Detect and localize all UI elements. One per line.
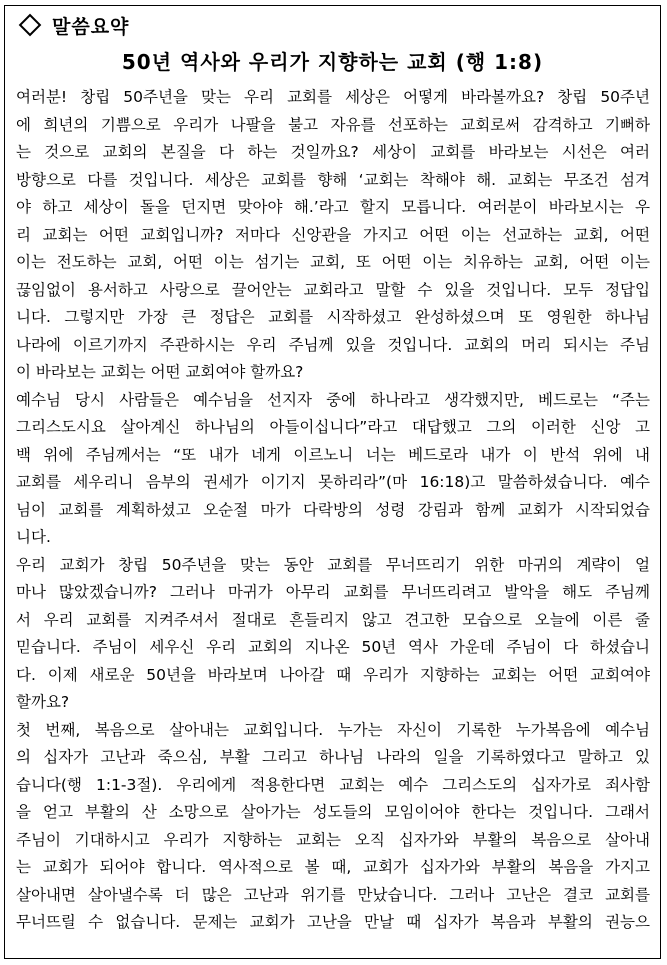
text-line: 야 하고 세상이 돌을 던지면 맞아야 해.’라고 할지 모릅니다. 여러분이 바라보시는 우 bbox=[16, 198, 650, 216]
text-line: 니다. bbox=[16, 528, 51, 546]
text-line: 이 바라보는 교회는 어떤 교회여야 할까요? bbox=[16, 363, 304, 381]
text-line: 이는 전도하는 교회, 어떤 이는 섬기는 교회, 또 어떤 이는 치유하는 교회, 어떤 이는 bbox=[16, 253, 650, 271]
text-line: 다. 이제 새로운 50년을 바라보며 나아갈 때 우리가 지향하는 교회는 어떤 교회여야 bbox=[16, 665, 650, 684]
text-line: 서 우리 교회를 지켜주셔서 절대로 흔들리지 않고 견고한 모습으로 오늘에 이른 줄 bbox=[16, 610, 650, 629]
text-line: 여러분! 창립 50주년을 맞는 우리 교회를 세상은 어떻게 바라볼까요? 창립 50주년 bbox=[16, 88, 650, 106]
text-line: 는 것으로 교회의 본질을 다 하는 것일까요? 세상이 교회를 바라보는 시선은 여러 bbox=[16, 143, 650, 161]
text-line: 님이 교회를 계획하셨고 오순절 마가 다락방의 성령 강림과 함께 교회가 시작되었습 bbox=[16, 500, 650, 519]
text-line: 할까요? bbox=[16, 693, 70, 711]
text-line: 니다. 그렇지만 가장 큰 정답은 교회를 시작하셨고 완성하셨으며 또 영원한 하나님 bbox=[16, 308, 650, 326]
text-line: 첫 번째, 복음으로 살아내는 교회입니다. 누가는 자신이 기록한 누가복음에 예수님 bbox=[16, 720, 650, 739]
sermon-title: 50년 역사와 우리가 지향하는 교회 (행 1:8) bbox=[121, 50, 544, 74]
diamond-icon bbox=[19, 14, 42, 37]
text-line: 백 위에 주님께서는 “또 내가 네게 이르노니 너는 베드로라 내가 이 반석 위에 내 bbox=[16, 445, 650, 464]
text-line: 무너뜨릴 수 없습니다. 문제는 교회가 고난을 만날 때 십자가 복음과 부활의 권능으 bbox=[16, 913, 650, 931]
text-line: 주님이 기대하시고 우리가 지향하는 교회는 오직 십자가와 부활의 복음으로 살아내 bbox=[16, 830, 650, 849]
text-line: 방향으로 다를 것입니다. 세상은 교회를 향해 ‘교회는 착해야 해. 교회는 무조건 섬겨 bbox=[16, 170, 650, 189]
text-line: 리 교회는 어떤 교회입니까? 저마다 신앙관을 가지고 어떤 이는 선교하는 교회, 어떤 bbox=[16, 225, 650, 244]
text-line: 살아내면 살아낼수록 더 많은 고난과 위기를 만났습니다. 그러나 고난은 결코 교회를 bbox=[16, 885, 651, 904]
text-line: 우리 교회가 창립 50주년을 맞는 동안 교회를 무너뜨리기 위한 마귀의 계략이 얼 bbox=[16, 555, 650, 574]
text-line: 예수님 당시 사람들은 예수님을 선지자 중에 하나라고 생각했지만, 베드로는 “주는 bbox=[16, 390, 650, 409]
text-line: 습니다(행 1:1-3절). 우리에게 적용한다면 교회는 예수 그리스도의 십자가로 죄사함 bbox=[16, 775, 650, 794]
section-label: 말씀요약 bbox=[52, 15, 130, 38]
text-line: 교회를 세우리니 음부의 권세가 이기지 못하리라”(마 16:18)고 말씀하셨습니다. 예수 bbox=[16, 473, 650, 491]
text-line: 그리스도시요 살아계신 하나님의 아들이십니다”라고 대답했고 그의 이러한 신앙 고 bbox=[16, 418, 650, 436]
text-line: 믿습니다. 주님이 세우신 우리 교회의 지나온 50년 역사 가운데 주님이 다 하셨습니 bbox=[16, 638, 650, 656]
text-line: 마나 많았겠습니까? 그러나 마귀가 아무리 교회를 무너뜨리려고 발악을 해도 주님께 bbox=[16, 583, 650, 601]
text-line: 에 희년의 기쁨으로 우리가 나팔을 불고 자유를 선포하는 교회로써 감격하고 기뻐하 bbox=[16, 115, 650, 134]
sermon-summary-box bbox=[4, 5, 661, 959]
text-line: 을 얻고 부활의 산 소망으로 살아가는 성도들의 모임이어야 한다는 것입니다. 그래서 bbox=[16, 803, 650, 821]
text-line: 나라에 이르기까지 주관하시는 우리 주님께 있을 것입니다. 교회의 머리 되시는 주님 bbox=[16, 335, 650, 354]
text-line: 는 교회가 되어야 합니다. 역사적으로 볼 때, 교회가 십자가와 부활의 복음을 가지고 bbox=[16, 858, 650, 876]
text-line: 끊임없이 용서하고 사랑으로 끌어안는 교회라고 말할 수 있을 것입니다. 모두 정답입 bbox=[16, 280, 650, 299]
text-line: 의 십자가 고난과 죽으심, 부활 그리고 하나님 나라의 일을 기록하였다고 말하고 있 bbox=[16, 748, 650, 766]
sermon-body bbox=[16, 84, 650, 937]
section-header bbox=[18, 10, 129, 40]
